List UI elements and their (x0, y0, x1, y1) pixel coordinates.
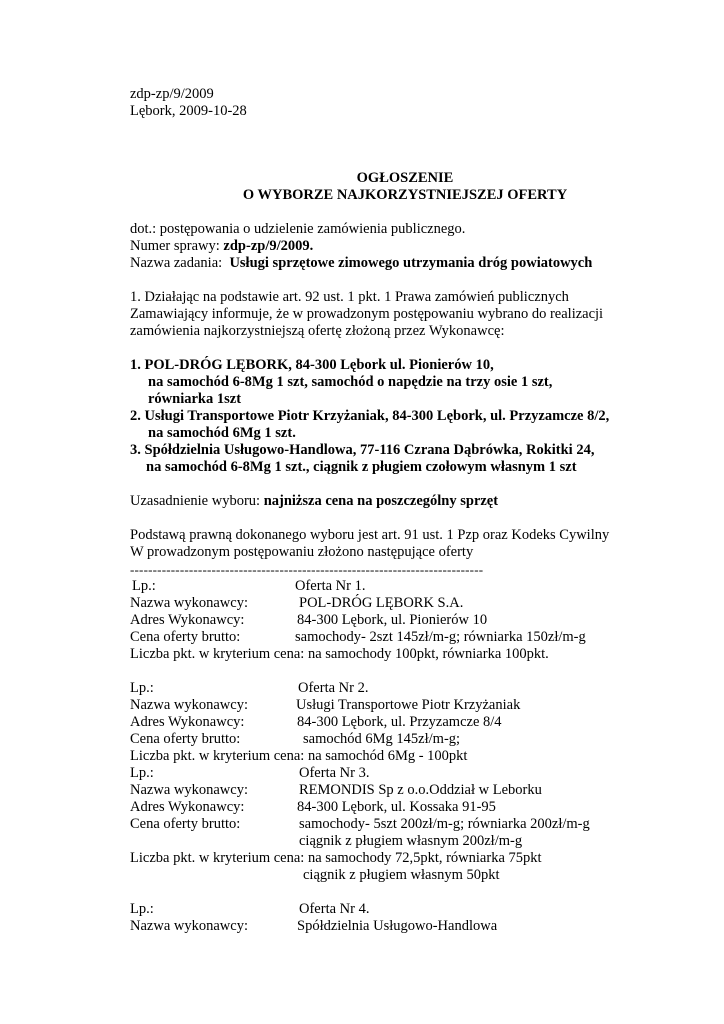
place-date: Lębork, 2009-10-28 (130, 103, 247, 119)
offer-4-lp-label: Lp.: (130, 901, 154, 917)
offer-1-addr: 84-300 Lębork, ul. Pionierów 10 (297, 612, 488, 628)
title-line-2: O WYBORZE NAJKORZYSTNIEJSZEJ OFERTY (242, 187, 568, 203)
winner-1-detail-2: równiarka 1szt (148, 391, 242, 407)
winner-3: 3. Spółdzielnia Usługowo-Handlowa, 77-116 Czrana Dąbrówka, Rokitki 24, (130, 442, 595, 458)
offer-2-points (130, 748, 467, 765)
offer-2-points-label: Liczba pkt. w kryterium cena: (130, 748, 308, 764)
task-name (130, 255, 592, 272)
winner-1: 1. POL-DRÓG LĘBORK, 84-300 Lębork ul. Pionierów 10, (130, 357, 494, 373)
offer-3-lp-label: Lp.: (130, 765, 154, 781)
offer-1-lp: Oferta Nr 1. (295, 578, 366, 594)
winner-3-detail: na samochód 6-8Mg 1 szt., ciągnik z pługiem czołowym własnym 1 szt (146, 459, 577, 475)
offer-4-lp: Oferta Nr 4. (299, 901, 370, 917)
winner-1-detail: na samochód 6-8Mg 1 szt, samochód o napędzie na trzy osie 1 szt, (148, 374, 553, 390)
case-label: Numer sprawy: (130, 238, 224, 254)
offer-2-points-value: na samochód 6Mg - 100pkt (307, 748, 468, 764)
title-line-1: OGŁOSZENIE (356, 170, 454, 186)
offer-1-price-label: Cena oferty brutto: (130, 629, 241, 645)
offer-4-name-label: Nazwa wykonawcy: (130, 918, 248, 934)
separator: ------------------------------------------------------------------------------ (130, 562, 484, 577)
reference-number: zdp-zp/9/2009 (130, 86, 214, 102)
offer-1-points-value: na samochody 100pkt, równiarka 100pkt. (307, 646, 549, 662)
winner-2-detail: na samochód 6Mg 1 szt. (148, 425, 296, 441)
offer-4-name: Spółdzielnia Usługowo-Handlowa (297, 918, 498, 934)
offer-1-points-label: Liczba pkt. w kryterium cena: (130, 646, 308, 662)
offer-1-points (130, 646, 549, 663)
case-value: zdp-zp/9/2009. (223, 238, 314, 254)
justification-value: najniższa cena na poszczególny sprzęt (263, 493, 499, 509)
offer-2-addr-label: Adres Wykonawcy: (130, 714, 245, 730)
offer-2-price-label: Cena oferty brutto: (130, 731, 241, 747)
offer-2-lp: Oferta Nr 2. (298, 680, 369, 696)
offer-1-name-label: Nazwa wykonawcy: (130, 595, 248, 611)
offer-3-points (130, 850, 542, 867)
offer-3-lp: Oferta Nr 3. (299, 765, 370, 781)
intro-dot: dot.: postępowania o udzielenie zamówienia publicznego. (130, 221, 466, 237)
legal-basis: Podstawą prawną dokonanego wyboru jest art. 91 ust. 1 Pzp oraz Kodeks Cywilny (130, 527, 610, 543)
offer-2-name: Usługi Transportowe Piotr Krzyżaniak (296, 697, 521, 713)
offer-2-addr: 84-300 Lębork, ul. Przyzamcze 8/4 (297, 714, 502, 730)
offer-1-name: POL-DRÓG LĘBORK S.A. (299, 595, 464, 611)
offer-3-name-label: Nazwa wykonawcy: (130, 782, 248, 798)
decision-line-3: zamówienia najkorzystniejszą ofertę złożoną przez Wykonawcę: (130, 323, 505, 339)
offer-2-price: samochód 6Mg 145zł/m-g; (303, 731, 461, 747)
offer-3-addr-label: Adres Wykonawcy: (130, 799, 245, 815)
case-number (130, 238, 313, 255)
offer-3-price: samochody- 5szt 200zł/m-g; równiarka 200zł/m-g (299, 816, 590, 832)
offer-3-points-label: Liczba pkt. w kryterium cena: (130, 850, 308, 866)
offer-3-points-2: ciągnik z pługiem własnym 50pkt (303, 867, 500, 883)
task-value: Usługi sprzętowe zimowego utrzymania dróg powiatowych (229, 255, 593, 271)
decision-line-1: 1. Działając na podstawie art. 92 ust. 1 pkt. 1 Prawa zamówień publicznych (130, 289, 569, 305)
justification (130, 493, 498, 510)
offer-3-name: REMONDIS Sp z o.o.Oddział w Leborku (299, 782, 542, 798)
justification-label: Uzasadnienie wyboru: (130, 493, 264, 509)
offer-1-addr-label: Adres Wykonawcy: (130, 612, 245, 628)
offer-3-points-value: na samochody 72,5pkt, równiarka 75pkt (307, 850, 542, 866)
offers-intro: W prowadzonym postępowaniu złożono następujące oferty (130, 544, 474, 560)
offer-3-price-2: ciągnik z pługiem własnym 200zł/m-g (299, 833, 523, 849)
offer-1-price: samochody- 2szt 145zł/m-g; równiarka 150zł/m-g (295, 629, 586, 645)
task-label: Nazwa zadania: (130, 255, 230, 271)
offer-3-addr: 84-300 Lębork, ul. Kossaka 91-95 (297, 799, 496, 815)
offer-2-lp-label: Lp.: (130, 680, 154, 696)
offer-3-price-label: Cena oferty brutto: (130, 816, 241, 832)
offer-1-lp-label: Lp.: (132, 578, 156, 594)
offer-2-name-label: Nazwa wykonawcy: (130, 697, 248, 713)
decision-line-2: Zamawiający informuje, że w prowadzonym postępowaniu wybrano do realizacji (130, 306, 604, 322)
winner-2: 2. Usługi Transportowe Piotr Krzyżaniak, 84-300 Lębork, ul. Przyzamcze 8/2, (130, 408, 610, 424)
